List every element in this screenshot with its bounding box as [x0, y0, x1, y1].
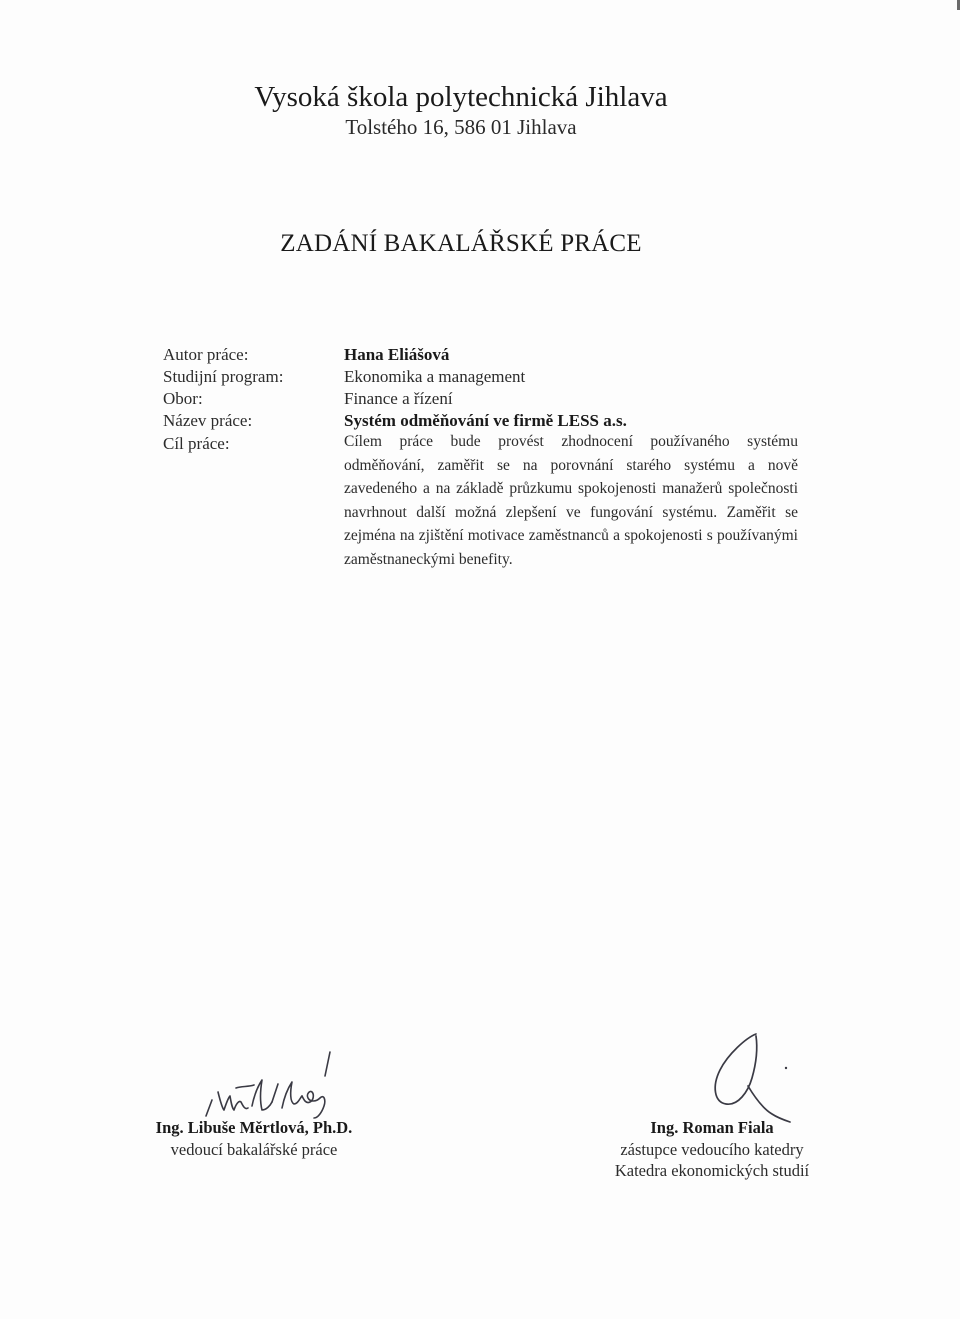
signature-right-role: zástupce vedoucího katedry — [620, 1140, 804, 1159]
thesis-title-label: Název práce: — [163, 411, 253, 430]
document-title: ZADÁNÍ BAKALÁŘSKÉ PRÁCE — [280, 230, 642, 257]
signature-right-name: Ing. Roman Fiala — [650, 1118, 774, 1137]
signature-left-role: vedoucí bakalářské práce — [170, 1140, 338, 1159]
author-value: Hana Eliášová — [344, 345, 450, 364]
signature-left-handwriting — [196, 1040, 356, 1120]
goal-text: Cílem práce bude provést zhodnocení používaného systému odměňování, zaměřit se na porovnání starého systému a nově zavedeného a na základě průzkumu spokojenosti manažerů společnosti navrhnout další možná zlepšení ve fungování systému. Zaměřit se zejména na zjištění motivace zaměstnanců a spokojenosti s používanými zaměstnaneckými benefity. — [344, 433, 798, 568]
program-label: Studijní program: — [163, 367, 284, 386]
signature-right-department: Katedra ekonomických studií — [614, 1161, 810, 1180]
thesis-title-value: Systém odměňování ve firmě LESS a.s. — [344, 411, 627, 430]
author-label: Autor práce: — [163, 345, 249, 364]
signature-left-name: Ing. Libuše Měrtlová, Ph.D. — [155, 1118, 353, 1137]
signature-right-handwriting — [686, 1026, 796, 1126]
school-name: Vysoká škola polytechnická Jihlava — [254, 81, 668, 113]
goal-label: Cíl práce: — [163, 434, 230, 453]
school-address: Tolstého 16, 586 01 Jihlava — [345, 115, 577, 139]
field-value: Finance a řízení — [344, 389, 453, 408]
field-label: Obor: — [163, 389, 203, 408]
program-value: Ekonomika a management — [344, 367, 526, 386]
